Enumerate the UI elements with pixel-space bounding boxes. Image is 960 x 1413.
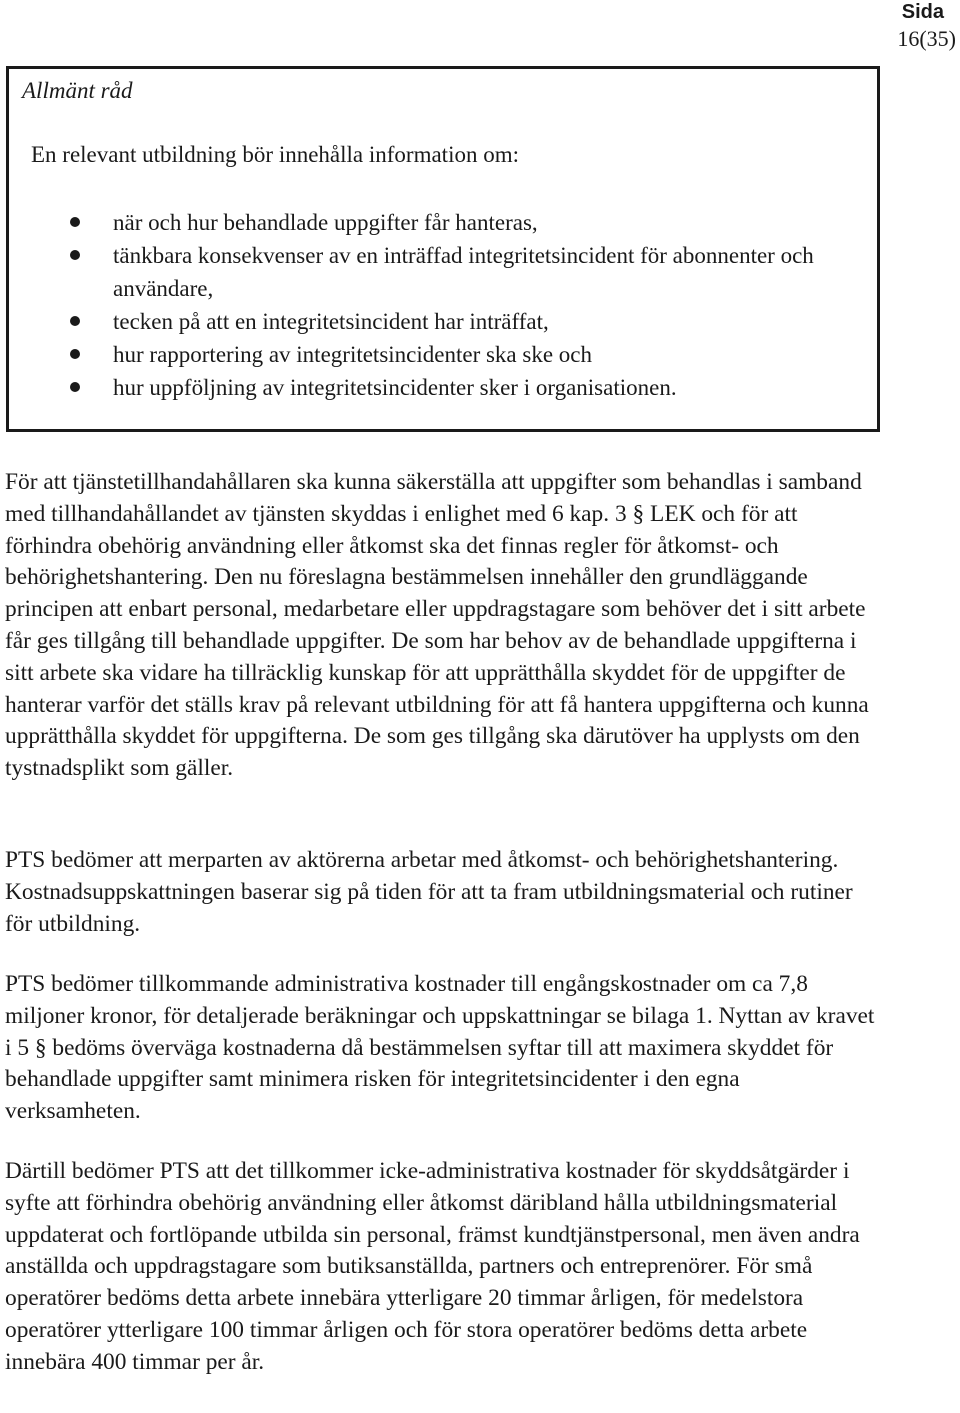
advice-bullet-list	[70, 206, 860, 404]
advice-title: Allmänt råd	[22, 78, 133, 103]
page-label: Sida	[901, 1, 944, 23]
bullet-item: tänkbara konsekvenser av en inträffad integritetsincident för abonnenter och användare,	[70, 239, 860, 305]
body-paragraph: PTS bedömer tillkommande administrativa kostnader till engångskostnader om ca 7,8 miljoner kronor, för detaljerade beräkningar och uppskattningar se bilaga 1. Nyttan av kravet i 5 § bedöms överväga kostnaderna då bestämmelsen syftar till att maximera skyddet för behandlade uppgifter samt minimera risken för integritetsincidenter i den egna verksamheten.	[5, 971, 875, 1125]
bullet-item: när och hur behandlade uppgifter får hanteras,	[70, 206, 860, 239]
body-paragraph: Därtill bedömer PTS att det tillkommer icke-administrativa kostnader för skyddsåtgärder i syfte att förhindra obehörig användning eller åtkomst däribland hålla utbildningsmaterial uppdaterat och fortlöpande utbilda sin personal, främst kundtjänstpersonal, men även andra anställda och uppdragstagare som butiksanställda, partners och entreprenörer. För små operatörer bedöms detta arbete innebära ytterligare 20 timmar årligen, för medelstora operatörer ytterligare 100 timmar årligen och för stora operatörer bedöms detta arbete innebära 400 timmar per år.	[5, 1158, 860, 1375]
bullet-item: hur uppföljning av integritetsincidenter sker i organisationen.	[70, 371, 860, 404]
body-paragraph: För att tjänstetillhandahållaren ska kunna säkerställa att uppgifter som behandlas i samband med tillhandahållandet av tjänsten skyddas i enlighet med 6 kap. 3 § LEK och för att förhindra obehörig användning eller åtkomst ska det finnas regler för åtkomst- och behörighetshantering. Den nu föreslagna bestämmelsen innehåller den grundläggande principen att enbart personal, medarbetare eller uppdragstagare som behöver det i sitt arbete får ges tillgång till behandlade uppgifter. De som har behov av de behandlade uppgifterna i sitt arbete ska vidare ha tillräcklig kunskap för att upprätthålla skyddet för de uppgifter de hanterar varför det ställs krav på relevant utbildning för att få hantera uppgifterna och kunna upprätthålla skyddet för uppgifterna. De som ges tillgång ska därutöver ha upplysts om den tystnadsplikt som gäller.	[5, 469, 869, 782]
advice-intro: En relevant utbildning bör innehålla information om:	[31, 142, 519, 167]
page-number: 16(35)	[897, 26, 956, 51]
bullet-item: tecken på att en integritetsincident har inträffat,	[70, 305, 860, 338]
body-paragraph: PTS bedömer att merparten av aktörerna arbetar med åtkomst- och behörighetshantering. Kostnadsuppskattningen baserar sig på tiden för att ta fram utbildningsmaterial och rutiner för utbildning.	[5, 847, 853, 937]
bullet-item: hur rapportering av integritetsincidenter ska ske och	[70, 338, 860, 371]
